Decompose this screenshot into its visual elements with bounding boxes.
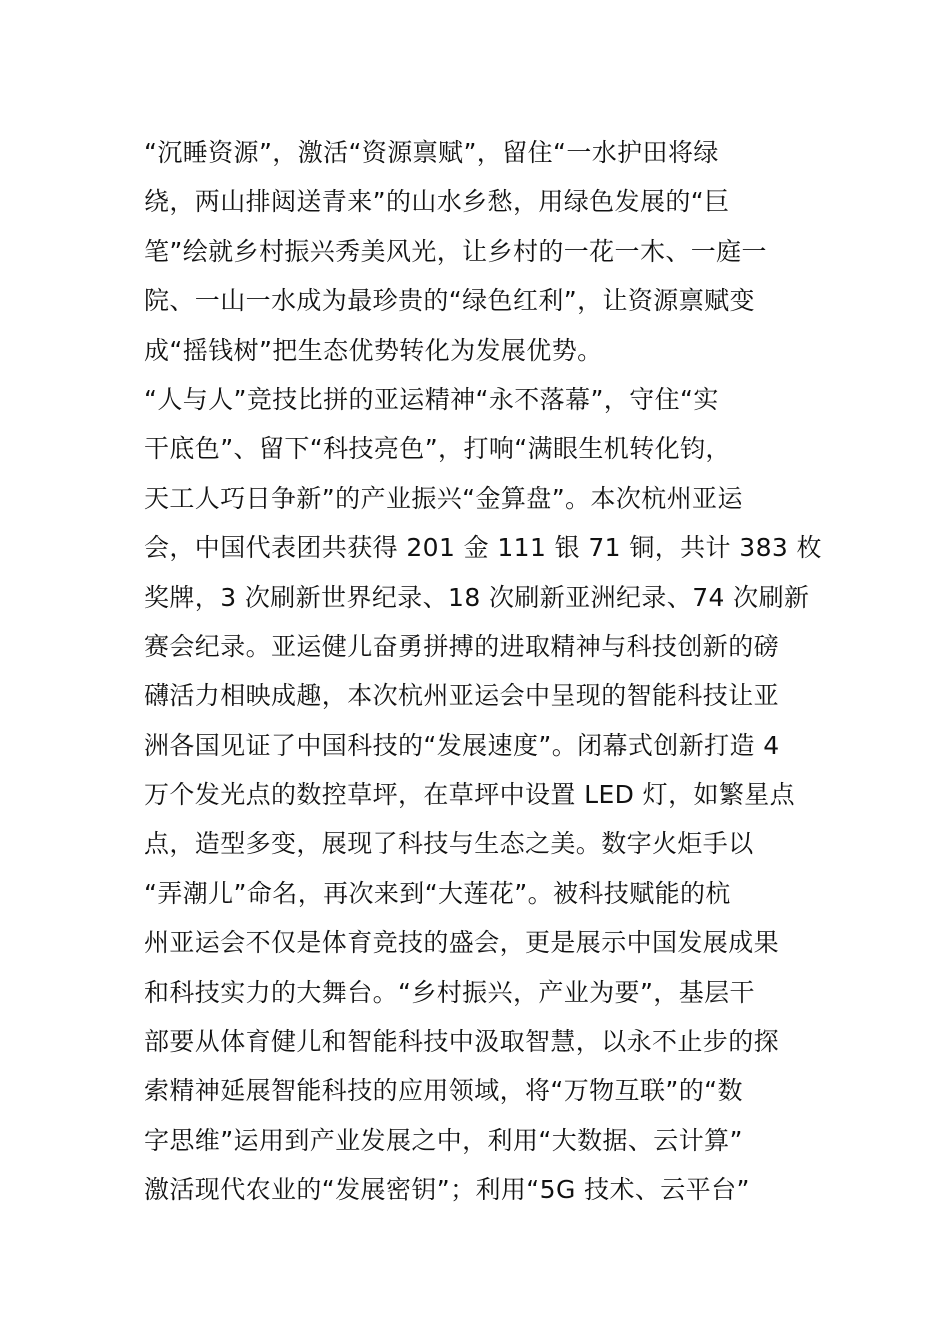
- text-line: 会，中国代表团共获得 201 金 111 银 71 铜，共计 383 枚: [144, 533, 822, 563]
- text-line: 字思维”运用到产业发展之中，利用“大数据、云计算”: [144, 1125, 743, 1155]
- text-line: 洲各国见证了中国科技的“发展速度”。闭幕式创新打造 4: [144, 730, 780, 760]
- text-line: 成“摇钱树”把生态优势转化为发展优势。: [144, 335, 603, 365]
- text-line: 绕，两山排闼送青来”的山水乡愁，用绿色发展的“巨: [144, 187, 730, 217]
- text-line: “人与人”竞技比拼的亚运精神“永不落幕”，守住“实: [144, 384, 719, 414]
- text-line: 激活现代农业的“发展密钥”；利用“5G 技术、云平台”: [144, 1175, 750, 1205]
- paragraph-ecology: [144, 128, 808, 375]
- text-line: 院、一山一水成为最珍贵的“绿色红利”，让资源禀赋变: [144, 286, 755, 316]
- text-line: 赛会纪录。亚运健儿奋勇拼搏的进取精神与科技创新的磅: [144, 631, 780, 661]
- text-line: “弄潮儿”命名，再次来到“大莲花”。被科技赋能的杭: [144, 878, 731, 908]
- text-line: 礴活力相映成趣，本次杭州亚运会中呈现的智能科技让亚: [144, 681, 780, 711]
- text-line: 和科技实力的大舞台。“乡村振兴，产业为要”，基层干: [144, 977, 755, 1007]
- text-line: 索精神延展智能科技的应用领域，将“万物互联”的“数: [144, 1076, 743, 1106]
- body-text: [144, 128, 822, 1215]
- text-line: 天工人巧日争新”的产业振兴“金算盘”。本次杭州亚运: [144, 483, 743, 513]
- text-line: 点，造型多变，展现了科技与生态之美。数字火炬手以: [144, 829, 754, 859]
- text-line: 州亚运会不仅是体育竞技的盛会，更是展示中国发展成果: [144, 928, 780, 958]
- text-line: 干底色”、留下“科技亮色”，打响“满眼生机转化钧，: [144, 434, 731, 464]
- paragraph-asian-games: [144, 375, 822, 1215]
- text-line: 万个发光点的数控草坪，在草坪中设置 LED 灯，如繁星点: [144, 780, 796, 810]
- text-line: 笔”绘就乡村振兴秀美风光，让乡村的一花一木、一庭一: [144, 236, 767, 266]
- text-line: 奖牌，3 次刷新世界纪录、18 次刷新亚洲纪录、74 次刷新: [144, 582, 810, 612]
- text-line: 部要从体育健儿和智能科技中汲取智慧，以永不止步的探: [144, 1027, 780, 1057]
- text-line: “沉睡资源”，激活“资源禀赋”，留住“一水护田将绿: [144, 138, 719, 167]
